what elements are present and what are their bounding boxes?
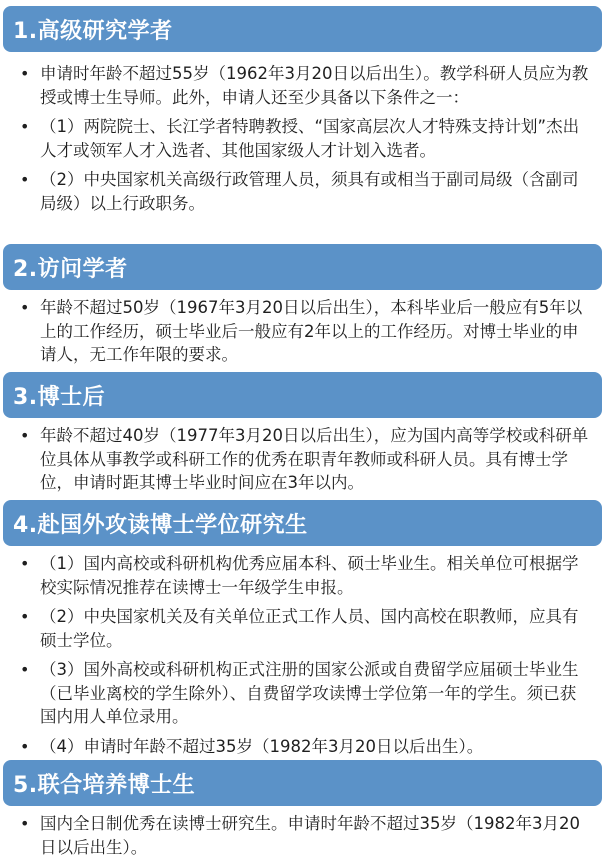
item-text: 年龄不超过50岁（1967年3月20日以后出生），本科毕业后一般应有5年以上的工作经历，硕士毕业后一般应有2年以上的工作经历。对博士毕业的申请人，无工作年限的要求。	[40, 298, 583, 364]
item-text: 国内全日制优秀在读博士研究生。申请时年龄不超过35岁（1982年3月20日以后出生）。	[40, 814, 580, 857]
list-item	[20, 552, 592, 599]
list-item	[20, 296, 592, 367]
item-text: （1）国内高校或科研机构优秀应届本科、硕士毕业生。相关单位可根据学校实际情况推荐在读博士一年级学生申报。	[40, 554, 579, 597]
section-header-2	[3, 244, 602, 290]
section-title: 3.博士后	[13, 384, 106, 410]
section-body-4	[20, 552, 592, 764]
item-text: （2）中央国家机关及有关单位正式工作人员、国内高校在职教师，应具有硕士学位。	[40, 607, 579, 650]
list-item	[20, 605, 592, 652]
section-title: 5.联合培养博士生	[13, 772, 196, 798]
list-item	[20, 812, 592, 859]
section-header-5	[3, 760, 602, 806]
bullet-icon: •	[20, 736, 30, 756]
bullet-icon: •	[20, 660, 30, 679]
section-header-3	[3, 372, 602, 418]
item-text: （3）国外高校或科研机构正式注册的国家公派或自费留学应届硕士毕业生（已毕业离校的学生除外）、自费留学攻读博士学位第一年的学生。须已获国内用人单位录用。	[40, 660, 579, 726]
list-item	[20, 424, 592, 495]
list-item	[20, 168, 592, 215]
bullet-icon: •	[20, 117, 30, 136]
section-title: 1.高级研究学者	[13, 18, 173, 44]
section-body-3	[20, 424, 592, 501]
section-body-1	[20, 62, 592, 221]
section-header-4	[3, 500, 602, 546]
bullet-icon: •	[20, 170, 30, 189]
section-body-2	[20, 296, 592, 373]
bullet-icon: •	[20, 64, 30, 83]
item-text: 申请时年龄不超过55岁（1962年3月20日以后出生）。教学科研人员应为教授或博士生导师。此外，申请人还至少具备以下条件之一：	[40, 64, 589, 107]
list-item	[20, 115, 592, 162]
list-item	[20, 658, 592, 729]
bullet-icon: •	[20, 426, 30, 445]
section-header-1	[3, 6, 602, 52]
list-item	[20, 62, 592, 109]
section-title: 2.访问学者	[13, 256, 128, 282]
item-text: （4）申请时年龄不超过35岁（1982年3月20日以后出生）。	[40, 736, 484, 756]
bullet-icon: •	[20, 814, 30, 833]
bullet-icon: •	[20, 298, 30, 317]
bullet-icon: •	[20, 554, 30, 573]
section-body-5	[20, 812, 592, 865]
list-item	[20, 735, 592, 759]
item-text: （1）两院院士、长江学者特聘教授、“国家高层次人才特殊支持计划”杰出人才或领军人才入选者、其他国家级人才计划入选者。	[40, 117, 580, 160]
bullet-icon: •	[20, 607, 30, 626]
item-text: 年龄不超过40岁（1977年3月20日以后出生），应为国内高等学校或科研单位具体从事教学或科研工作的优秀在职青年教师或科研人员。具有博士学位，申请时距其博士毕业时间应在3年以内。	[40, 426, 589, 492]
section-title: 4.赴国外攻读博士学位研究生	[13, 512, 308, 538]
item-text: （2）中央国家机关高级行政管理人员，须具有或相当于副司局级（含副司局级）以上行政职务。	[40, 170, 579, 213]
